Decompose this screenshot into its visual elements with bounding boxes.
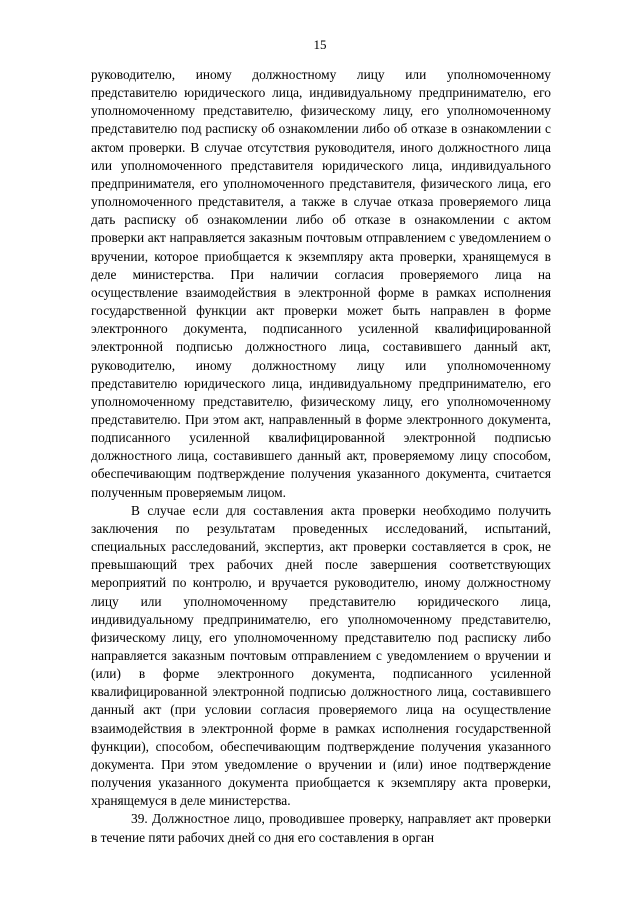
page-number: 15 xyxy=(313,37,327,52)
paragraph-item-39: 39. Должностное лицо, проводившее проверку, направляет акт проверки в течение пяти рабочих дней со дня его составления в орган xyxy=(91,811,551,845)
paragraph-act-delivery: руководителю, иному должностному лицу или уполномоченному представителю юридического лица, индивидуальному предпринимателю, его уполномоченному представителю, физическому лицу, его уполномоченному представителю под расписку об ознакомлении либо об отказе в ознакомлении с актом проверки. В случае отсутствия руководителя, иного должностного лица или уполномоченного представителя юридического лица, индивидуального предпринимателя, его уполномоченного представителя, физического лица, его уполномоченного представителя, а также в случае отказа проверяемого лица дать расписку об ознакомлении либо об отказе в ознакомлении с актом проверки акт направляется заказным почтовым отправлением с уведомлением о вручении, которое приобщается к экземпляру акта проверки, хранящемуся в деле министерства. При наличии согласия проверяемого лица на осуществление взаимодействия в электронной форме в рамках исполнения государственной функции акт проверки может быть направлен в форме электронного документа, подписанного усиленной квалифицированной электронной подписью должностного лица, составившего данный акт, руководителю, иному должностному лицу или уполномоченному представителю юридического лица, индивидуальному предпринимателю, его уполномоченному представителю, физическому лицу, его уполномоченному представителю. При этом акт, направленный в форме электронного документа, подписанного усиленной квалифицированной электронной подписью должностного лица, составившего данный акт, проверяемому лицу способом, обеспечивающим подтверждение получения указанного документа, считается полученным проверяемым лицом. xyxy=(91,67,551,500)
document-body xyxy=(91,66,551,847)
paragraph-expert-conclusions: В случае если для составления акта проверки необходимо получить заключения по результатам проведенных исследований, испытаний, специальных расследований, экспертиз, акт проверки составляется в срок, не превышающий трех рабочих дней после завершения соответствующих мероприятий по контролю, и вручается руководителю, иному должностному лицу или уполномоченному представителю юридического лица, индивидуальному предпринимателю, его уполномоченному представителю, физическому лицу, его уполномоченному представителю под расписку либо направляется заказным почтовым отправлением с уведомлением о вручении и (или) в форме электронного документа, подписанного усиленной квалифицированной электронной подписью должностного лица, составившего данный акт (при условии согласия проверяемого лица на осуществление взаимодействия в электронной форме в рамках исполнения государственной функции), способом, обеспечивающим подтверждение получения указанного документа. При этом уведомление о вручении и (или) иное подтверждение получения указанного документа приобщается к экземпляру акта проверки, хранящемуся в деле министерства. xyxy=(91,502,551,809)
